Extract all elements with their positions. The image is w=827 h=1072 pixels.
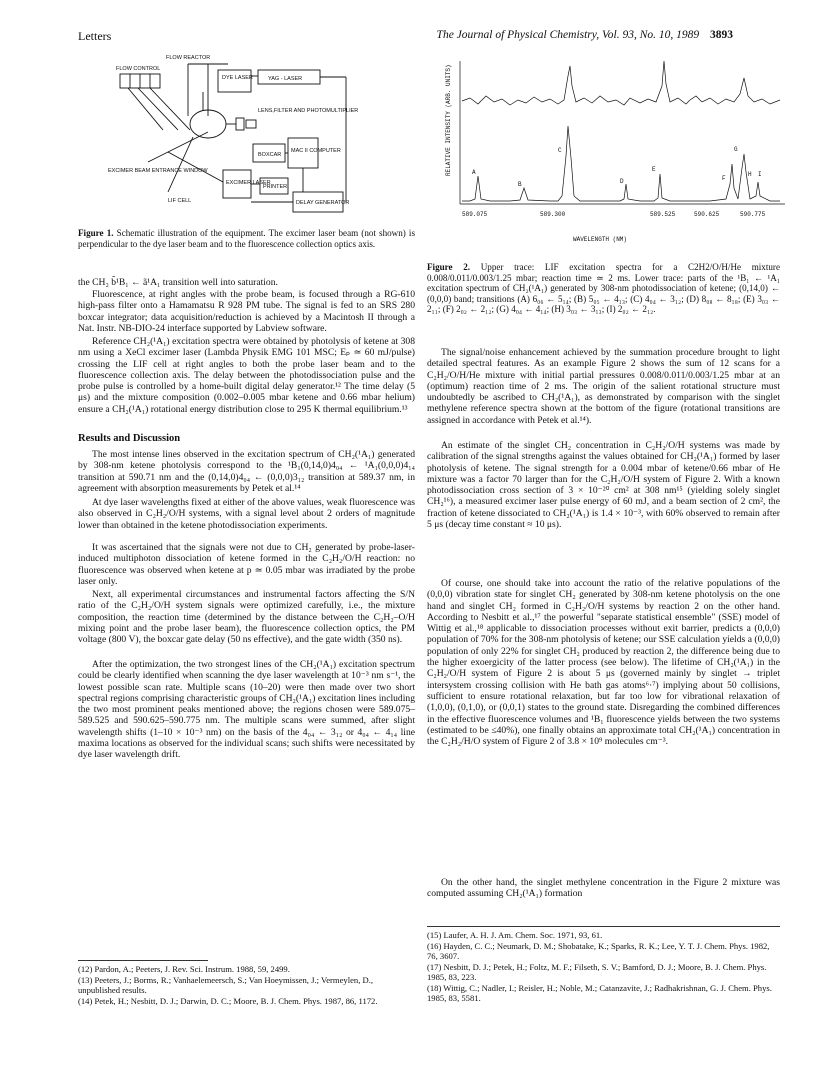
label-excimer-window: EXCIMER BEAM ENTRANCE WINDOW (108, 168, 208, 174)
label-flow-reactor: FLOW REACTOR (166, 55, 211, 61)
left-paragraph-1: the CH₂ b̃¹B₁ ← ã¹A₁ transition well into saturation. (78, 277, 278, 288)
label-lens: LENS,FILTER AND PHOTOMULTIPLIER (258, 108, 358, 114)
left-paragraph-3: Reference CH₂(¹A₁) excitation spectra were obtained by photolysis of ketene at 308 nm using a XeCl excimer laser (Lambda Physik EMG 101 MSC; Eₚ ≃ 60 mJ/pulse) crossing the LIF cell at right angles to both the probe laser beam and to the fluorescence collection axis. The delay between the photodissociation pulse and the probe pulse is controlled by a home-built digital delay generator.¹² The time delay (5 μs) and the mixture composition (0.002–0.005 mbar ketene and 0.66 mbar helium) ensure a CH₂(¹A₁) rotational energy distribution close to 295 K thermal equilibrium.¹³ (78, 336, 415, 415)
tick-1: 589.075 (462, 211, 488, 218)
figure-1-caption-text: Schematic illustration of the equipment. The excimer laser beam (not shown) is perpendicular to the dye laser beam and to the fluorescence collection optics axis. (78, 228, 415, 249)
left-paragraph-4: The most intense lines observed in the excitation spectrum of CH₂(¹A₁) generated by 308-nm ketene photolysis correspond to the ¹B₁(0,14,0)4₀₄ ← ¹A₁(0,0,0)4₁₄ transition at 590.71 nm and the (0,14,0)4₀₄ ← (0,0,0)3₁₂ transition at 589.37 nm, in agreement with absorption measurements by Petek et al.¹⁴ (78, 449, 415, 494)
left-paragraph-7: Next, all experimental circumstances and instrumental factors affecting the S/N ratio of the C₂H₂/O/H system signals were optimized carefully, i.e., the mixture composition, the reaction time (determined by the distance between the C₂H₂–O/H mixing point and the probe laser beam), the fluorescence collection optics, the PM voltage (800 V), the boxcar gate delay (50 ns effective), and the gate width (350 ns). (78, 589, 415, 646)
footnote-17: (17) Nesbitt, D. J.; Petek, H.; Foltz, M. F.; Filseth, S. V.; Bamford, D. J.; Moore, B. J. Chem. Phys. 1985, 83, 223. (427, 962, 767, 982)
peak-a: A (472, 169, 476, 176)
tick-5: 590.775 (740, 211, 766, 218)
peak-d: D (620, 178, 624, 185)
figure-2-caption-text: Upper trace: LIF excitation spectra for a C2H2/O/H/He mixture 0.008/0.011/0.003/1.25 mbar; reaction time ≃ 2 ms. Lower trace: parts of the ¹B₁ ← ¹A₁ excitation spectrum of CH₂(¹A₁) generated by 308-nm photodissociation of ketene; (0,14,0) ← (0,0,0) band; transitions (A) 6₀₆ ← 5₁₄; (B) 5₀₅ ← 4₁₃; (C) 4₀₄ ← 3₁₂; (D) 8₀₈ ← 8₁₈; (E) 3₀₃ ← 2₁₁; (F) 2₀₂ ← 2₁₂; (G) 4₀₄ ← 4₁₄; (H) 3₀₃ ← 3₁₃; (I) 2₀₂ ← 2₁₂. (427, 262, 780, 315)
x-axis-label: WAVELENGTH (NM) (573, 236, 628, 243)
label-boxcar: BOXCAR (258, 152, 282, 158)
label-dye-laser: DYE LASER (222, 75, 253, 81)
tick-3: 589.525 (650, 211, 676, 218)
left-paragraph-8: After the optimization, the two strongest lines of the CH₂(¹A₁) excitation spectrum could be clearly identified when scanning the dye laser wavelength at 10⁻³ nm s⁻¹, the lowest possible scan rate. Multiple scans (10–20) were then made over two short spectral regions comprising characteristic groups of CH₂(¹A₁) excitation lines including the two most prominent peaks mentioned above; the regions chosen were 589.075–589.525 and 590.625–590.775 nm. The multiple scans were summed, after slight wavelength shifts (1–10 × 10⁻³ nm) on the basis of the 4₀₄ ← 3₁₂ or 4₀₄ ← 4₁₄ line maxima locations as observed for the individual scans; such shifts were necessitated by dye laser wavelength drift. (78, 659, 415, 761)
figure-1-schematic (108, 52, 358, 222)
left-paragraph-6: It was ascertained that the signals were not due to CH₂ generated by probe-laser-induced multiphoton dissociation of ketene formed in the C₂H₂/O/H reaction: no fluorescence was observed when ketene at p ≃ 0.05 mbar was irradiated by the probe laser only. (78, 542, 415, 587)
footnote-12: (12) Pardon, A.; Peeters, J. Rev. Sci. Instrum. 1988, 59, 2499. (78, 964, 290, 974)
peak-h: H (748, 171, 752, 178)
footnote-15: (15) Laufer, A. H. J. Am. Chem. Soc. 1971, 93, 61. (427, 930, 603, 940)
label-printer: PRINTER (263, 184, 288, 190)
right-paragraph-3: Of course, one should take into account the ratio of the relative populations of the (0,0,0) vibration state for singlet CH₂ generated by 308-nm ketene photolysis on the one hand and singlet CH₂ formed in C₂H₂/O/H systems by reaction 2 on the other hand. According to Nesbitt et al.,¹⁷ the powerful "separate statistical ensemble" (SSE) model of Wittig et al.,¹⁸ applicable to dissociation processes without exit barrier, predicts a (0,0,0) population of 70% for the 308-nm photolysis of ketene; our SSE calculation yields a (0,0,0) population of only 22% for singlet CH₂ produced by reaction 2, the difference being due to the higher exoergicity of the latter process (see below). The lifetime of CH₂(¹A₁) in the C₂H₂/O/H system of Figure 2 is about 5 μs (governed mainly by singlet → triplet intersystem crossing collision with He bath gas atoms⁶·⁷) implying about 50 collisions, sufficient to ensure rotational relaxation, but far too low for vibrational relaxation of (1,0,0), (0,1,0), or (0,0,1) states to the ground state. Disregarding the combined differences in the effective fluorescence volumes and ¹B₁ fluorescence yields between the two systems (estimated to be ≤40%), one finally obtains an approximate total CH₂(¹A₁) concentration in the C₂H₂/H/O system of Figure 2 of 3.8 × 10⁹ molecules cm⁻³. (427, 578, 780, 748)
label-excimer-laser: EXCIMER LASER (226, 180, 271, 186)
figure-1-label: Figure 1. (78, 228, 114, 238)
footnote-rule-right (427, 926, 780, 927)
footnote-18: (18) Wittig, C.; Nadler, I.; Reisler, H.; Noble, M.; Catanzavite, J.; Radhakrishnan, G. J. Chem. Phys. 1985, 83, 5581. (427, 983, 772, 1003)
tick-2: 589.300 (540, 211, 566, 218)
peak-e: E (652, 166, 656, 173)
peak-g: G (734, 146, 738, 153)
label-yag-laser: YAG - LASER (268, 76, 303, 82)
left-paragraph-5: At dye laser wavelengths fixed at either of the above values, weak fluorescence was also observed in C₂H₂/O/H systems, with a signal level about 2 orders of magnitude lower than obtained in the ketene photodissociation experiments. (78, 497, 415, 531)
figure-2-label: Figure 2. (427, 262, 471, 272)
label-flow-control: FLOW CONTROL (116, 66, 161, 72)
footnote-14: (14) Petek, H.; Nesbitt, D. J.; Darwin, D. C.; Moore, B. J. Chem. Phys. 1987, 86, 1172. (78, 996, 378, 1006)
left-paragraph-2: Fluorescence, at right angles with the probe beam, is focused through a RG-610 high-pass filter onto a Hamamatsu R 928 PM tube. The signal is fed to an SRS 280 boxcar integrator; data acquisition/reduction is achieved by a Macintosh II through a Nat. Instr. NB-DIO-24 interface supported by Labview software. (78, 289, 415, 334)
figure-2-spectra (440, 56, 790, 246)
section-header: Letters (78, 29, 112, 43)
footnote-13: (13) Peeters, J.; Borms, R.; Vanhaelemeersch, S.; Van Hoeymissen, J.; Vermeylen, D., unpublished results. (78, 975, 374, 995)
label-mac: MAC II COMPUTER (291, 148, 341, 154)
figure-1-caption (78, 228, 415, 249)
right-paragraph-2: An estimate of the singlet CH₂ concentration in C₂H₂/O/H systems was made by calibration of the signal strengths against the values obtained for CH₂(¹A₁) formed by laser photolysis of ketene. The signal strength for a 0.004 mbar of ketene/0.66 mbar of He mixture was a factor 70 larger than for the C₂H₂/O/H system of Figure 2. With a known photodissociation cross section of 3 × 10⁻²⁰ cm² at 308 nm¹⁵ (yielding solely singlet CH₂¹⁶), a measured excimer laser pulse energy of 60 mJ, and a beam section of 2 cm², the fraction of ketene dissociated to CH₂(¹A₁) is 1.4 × 10⁻³, with 60% observed to remain after 5 μs (decay time constant ≈ 10 μs). (427, 440, 780, 531)
label-lif-cell: LIF CELL (168, 198, 192, 204)
journal-header (437, 29, 733, 41)
footnote-16: (16) Hayden, C. C.; Neumark, D. M.; Shobatake, K.; Sparks, R. K.; Lee, Y. T. J. Chem. Phys. 1982, 76, 3607. (427, 941, 770, 961)
label-delay: DELAY GENERATOR (296, 200, 350, 206)
page-number: 3893 (710, 29, 733, 41)
peak-f: F (722, 175, 726, 182)
footnotes-right (427, 930, 780, 1004)
footnotes-left (78, 964, 415, 1007)
tick-4: 590.625 (694, 211, 720, 218)
journal-citation: The Journal of Physical Chemistry, Vol. 93, No. 10, 1989 (436, 29, 700, 41)
y-axis-label: RELATIVE INTENSITY (ARB. UNITS) (445, 64, 452, 176)
figure-2-caption (427, 262, 780, 315)
footnote-rule-left (78, 960, 208, 961)
peak-i: I (758, 171, 762, 178)
section-title: Results and Discussion (78, 433, 181, 444)
right-paragraph-4: On the other hand, the singlet methylene concentration in the Figure 2 mixture was computed assuming CH₂(¹A₁) formation (427, 877, 780, 900)
right-paragraph-1: The signal/noise enhancement achieved by the summation procedure brought to light detailed spectral features. As an example Figure 2 shows the sum of 12 scans for a C₂H₂/O/H/He mixture with initial partial pressures 0.008/0.011/0.003/1.25 mbar at an (optimum) reaction time of 2 ms. The origin of the salient rotational structure must undoubtedly be ascribed to CH₂(¹A₁), as demonstrated by comparison with the singlet methylene reference spectra shown at the bottom of the figure (rotational transitions are assigned in accordance with Petek et al.¹⁴). (427, 347, 780, 426)
peak-b: B (518, 181, 522, 188)
peak-c: C (558, 147, 562, 154)
